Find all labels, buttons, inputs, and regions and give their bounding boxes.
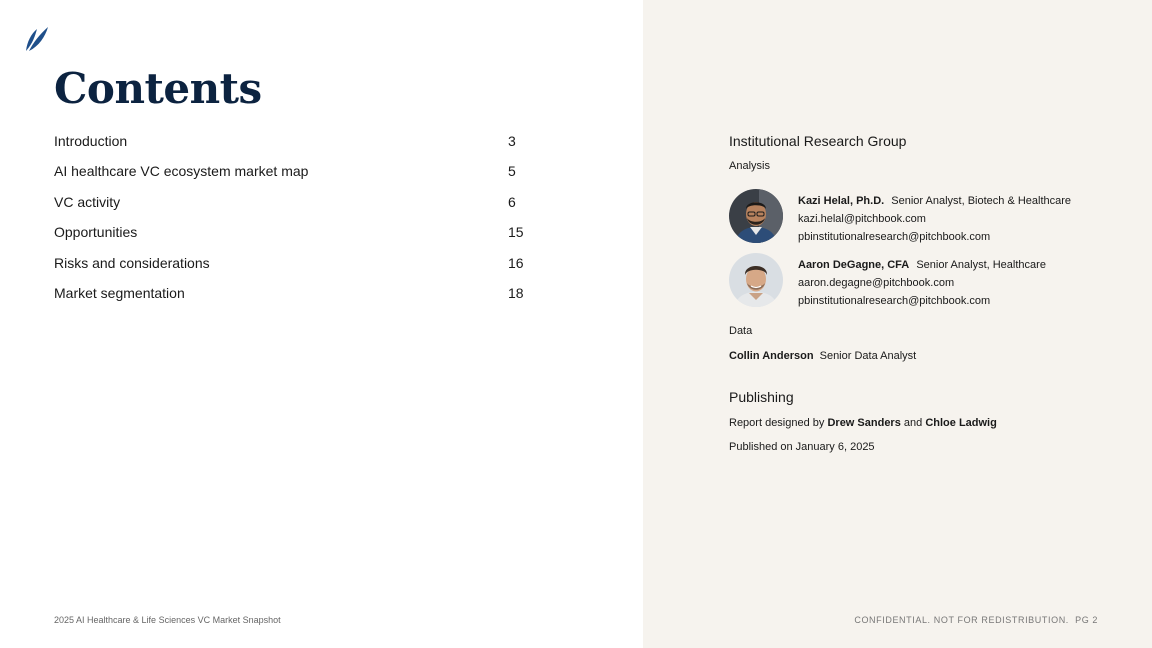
analyst-card (729, 189, 1109, 245)
toc-item-page: 16 (508, 254, 524, 271)
toc-item-label: Risks and considerations (54, 254, 210, 271)
data-analyst (729, 350, 916, 362)
toc-item[interactable] (54, 162, 534, 192)
toc-item-page: 5 (508, 163, 516, 180)
analyst-name: Kazi Helal, Ph.D. (798, 195, 885, 207)
toc-item-page: 6 (508, 193, 516, 210)
avatar (729, 253, 783, 307)
designed-by (729, 417, 997, 429)
team-email[interactable]: pbinstitutionalresearch@pitchbook.com (798, 295, 991, 307)
table-of-contents (54, 132, 534, 314)
analyst-card (729, 253, 1109, 309)
designer-name: Drew Sanders (827, 417, 901, 429)
data-analyst-name: Collin Anderson (729, 350, 814, 362)
toc-item[interactable] (54, 223, 534, 253)
toc-item-page: 3 (508, 133, 516, 149)
toc-item[interactable] (54, 284, 534, 314)
analyst-role: Senior Analyst, Biotech & Healthcare (891, 195, 1072, 207)
analyst-email[interactable]: aaron.degagne@pitchbook.com (798, 277, 955, 289)
toc-item-page: 15 (508, 224, 524, 241)
right-panel (643, 0, 1152, 648)
toc-item[interactable] (54, 193, 534, 223)
analyst-info (798, 256, 1046, 310)
designed-and: and (903, 417, 923, 429)
pitchbook-sail-logo-icon (22, 24, 50, 54)
designer-name: Chloe Ladwig (925, 417, 997, 429)
published-date: Published on January 6, 2025 (729, 441, 875, 453)
toc-item-page: 18 (508, 284, 524, 301)
analyst-email[interactable]: kazi.helal@pitchbook.com (798, 213, 926, 225)
analyst-role: Senior Analyst, Healthcare (916, 259, 1046, 271)
avatar (729, 189, 783, 243)
toc-item-label: VC activity (54, 193, 121, 210)
analysis-label: Analysis (729, 160, 770, 172)
toc-item-label: Market segmentation (54, 284, 185, 301)
toc-item[interactable] (54, 254, 534, 284)
analyst-name: Aaron DeGagne, CFA (798, 259, 910, 271)
team-email[interactable]: pbinstitutionalresearch@pitchbook.com (798, 231, 991, 243)
toc-item-label: Opportunities (54, 224, 138, 241)
data-analyst-role: Senior Data Analyst (819, 350, 917, 362)
toc-item-label: AI healthcare VC ecosystem market map (54, 163, 309, 180)
designed-prefix: Report designed by (729, 417, 825, 429)
research-group-title: Institutional Research Group (729, 133, 907, 149)
toc-item-label: Introduction (54, 133, 128, 149)
data-label: Data (729, 325, 753, 337)
toc-item[interactable] (54, 132, 534, 162)
analyst-info (798, 192, 1071, 246)
page-title: Contents (54, 64, 262, 113)
footer-confidential-page: CONFIDENTIAL. NOT FOR REDISTRIBUTION. PG 2 (854, 615, 1098, 625)
footer-report-title: 2025 AI Healthcare & Life Sciences VC Market Snapshot (54, 615, 281, 625)
publishing-title: Publishing (729, 389, 794, 405)
